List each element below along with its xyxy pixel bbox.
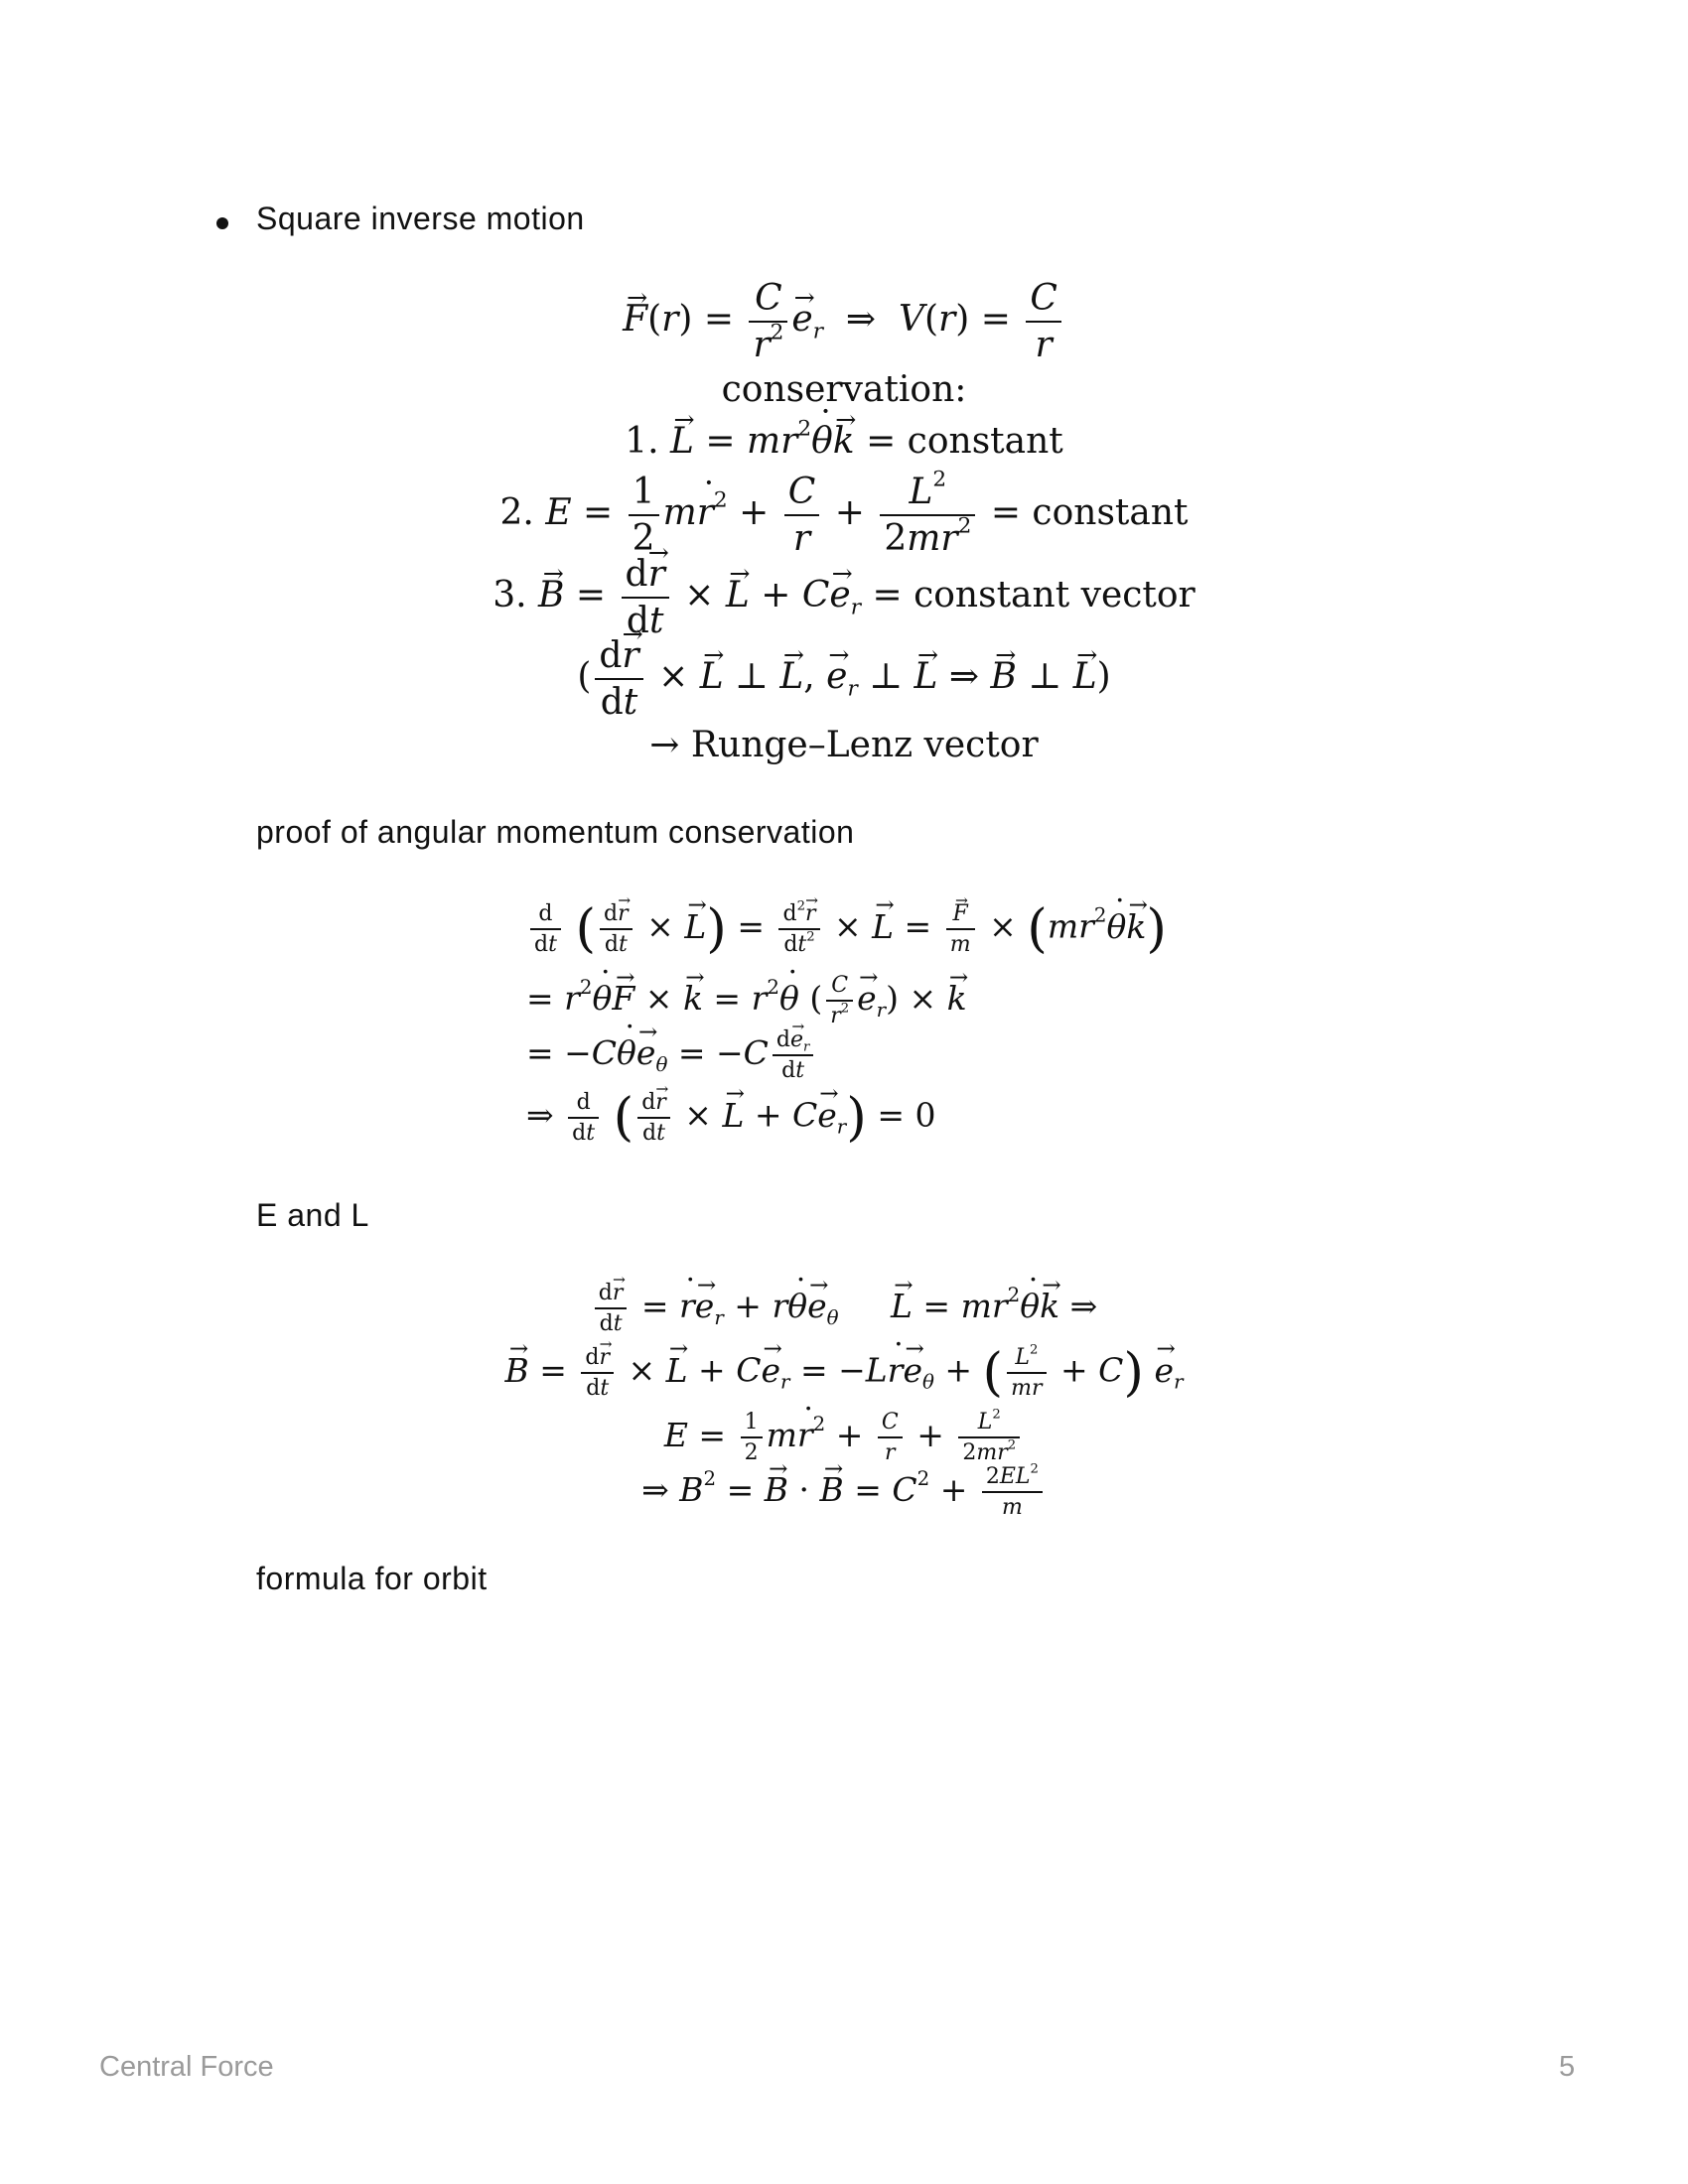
- item-number-2: 2.: [499, 492, 534, 533]
- equation-energy: 2. E = $\frac{1}{2}$ mr ˙$^2$ + $\frac{C}{r}$ + $\frac{L^2}{2mr^2}$ = constant: [0, 472, 1688, 559]
- equation-runge-lenz: 3. B → = $\frac{dr \to}{dt}$ × L → + $Ce \to_r$ = constant vector: [0, 554, 1688, 641]
- equation-perpendicularity: ( $\frac{dr \to}{dt}$ × L → ⊥ L →, $e \to_r$ ⊥ L → ⇒ B → ⊥ L →): [0, 635, 1688, 723]
- item-number-1: 1.: [625, 421, 659, 462]
- footer-title: Central Force: [99, 2051, 274, 2083]
- proof-line-1: $\frac{d}{dt}$ ( $\frac{dr \to}{dt}$ × L →) = $\frac{d^2r \to}{dt^2}$ × L → = $\frac{F \to}{m}$ × ($mr^2\theta$ ˙k →): [526, 898, 1167, 959]
- equation-force-potential: F →(r) = $\frac{C}{r^2}$ $e \to_r$ ⇒ V(r) = $\frac{C}{r}$: [0, 278, 1688, 365]
- constant-text-1: = constant: [866, 421, 1063, 462]
- conservation-label: [0, 369, 1688, 410]
- section-heading-e-and-l: E and L: [256, 1197, 369, 1233]
- el-line-4: ⇒ $B^2 = B$ → · B → = $C^2$ + $\frac{2EL^2}{m}$: [0, 1464, 1688, 1520]
- runge-lenz-label: [0, 725, 1688, 765]
- section-heading-proof: proof of angular momentum conservation: [256, 814, 855, 850]
- constant-vector-text: = constant vector: [872, 575, 1196, 615]
- equation-angular-momentum: 1. L → = $mr^2\theta$ ˙k → = constant: [0, 421, 1688, 462]
- bullet-dot: [216, 217, 228, 229]
- section-heading-square-inverse: Square inverse motion: [256, 201, 585, 236]
- conservation-label-text: conservation:: [721, 369, 967, 410]
- section-heading-orbit: formula for orbit: [256, 1561, 488, 1596]
- proof-line-4: ⇒ $\frac{d}{dt}$ ( $\frac{dr \to}{dt}$ × L → + $Ce \to_r) = 0$: [526, 1087, 936, 1148]
- item-number-3: 3.: [492, 575, 527, 615]
- proof-line-2: = $r^2\theta$ ˙F → × k → = $r^2\theta$ ˙ ( $\frac{C}{r^2}$ $e \to_r) \times k$ →: [526, 973, 967, 1028]
- constant-text-2: = constant: [990, 492, 1189, 533]
- el-line-3: E = $\frac{1}{2}$ mr ˙$^2$ + $\frac{C}{r}$ + $\frac{L^2}{2mr^2}$: [0, 1410, 1688, 1465]
- proof-line-3: = −Cθ ˙e $\to_\theta = -C$ $\frac{de \to_r}{dt}$: [526, 1027, 817, 1083]
- el-line-1: $\frac{dr \to}{dt}$ = r ˙e $\to_r + r\theta$ ˙e $\to_\theta$ L → = $mr^2\theta$ ˙k → ⇒: [0, 1281, 1688, 1336]
- runge-lenz-text: → Runge–Lenz vector: [649, 725, 1039, 765]
- el-line-2: B → = $\frac{dr \to}{dt}$ × L → + $Ce \to_r = -Lr$ ˙e $\to_\theta$ + ( $\frac{L^2}{mr}$ + C) $e \to_r$: [0, 1342, 1688, 1403]
- footer-page-number: 5: [1559, 2051, 1576, 2083]
